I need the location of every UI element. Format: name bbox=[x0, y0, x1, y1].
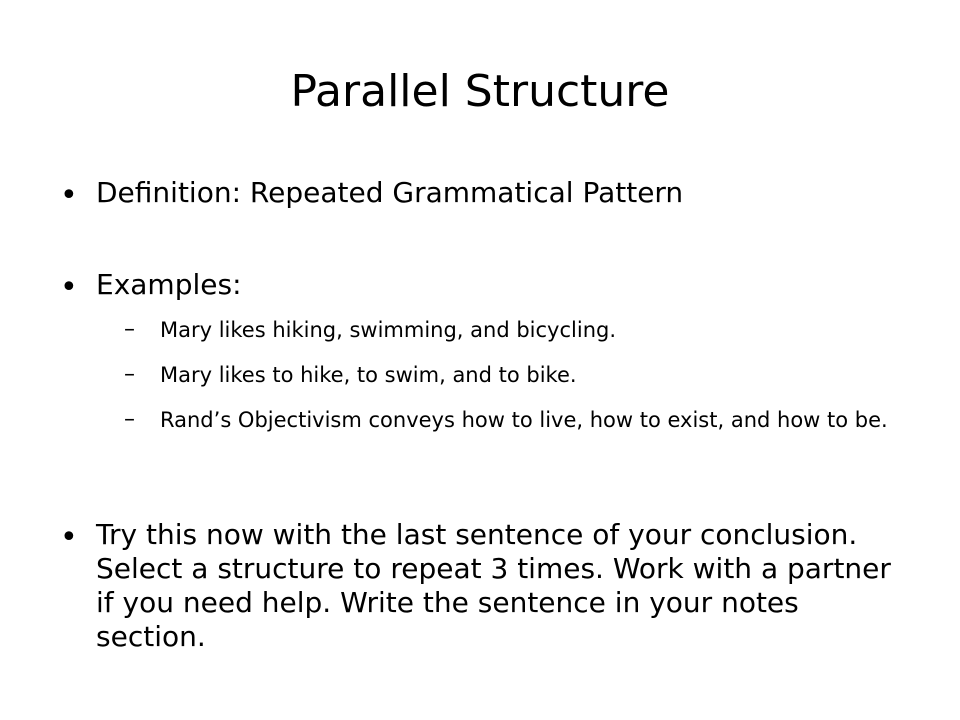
bullet-text: Try this now with the last sentence of your conclusion. Select a structure to repeat 3 times. Work with a partner if you need help. Write the sentence in your notes section. bbox=[96, 518, 891, 653]
slide-title: Parallel Structure bbox=[290, 66, 670, 117]
sub-bullet-example-2 bbox=[124, 361, 900, 389]
sub-bullet-text: Mary likes hiking, swimming, and bicycling. bbox=[160, 318, 617, 342]
bullet-marker: • bbox=[60, 178, 78, 213]
sub-bullet-marker: – bbox=[124, 407, 135, 432]
bullet-examples bbox=[60, 268, 900, 308]
sub-bullet-text: Mary likes to hike, to swim, and to bike. bbox=[160, 363, 577, 387]
bullet-try-this bbox=[60, 518, 900, 654]
sub-bullet-marker: – bbox=[124, 362, 135, 387]
bullet-marker: • bbox=[60, 520, 78, 555]
sub-bullet-text: Rand’s Objectivism conveys how to live, how to exist, and how to be. bbox=[160, 408, 888, 432]
bullet-text: Examples: bbox=[96, 268, 242, 301]
bullet-definition bbox=[60, 176, 900, 216]
bullet-text: Definition: Repeated Grammatical Pattern bbox=[96, 176, 684, 209]
sub-bullet-example-3 bbox=[124, 406, 900, 434]
bullet-marker: • bbox=[60, 270, 78, 305]
sub-bullet-example-1 bbox=[124, 316, 900, 344]
sub-bullet-marker: – bbox=[124, 317, 135, 342]
